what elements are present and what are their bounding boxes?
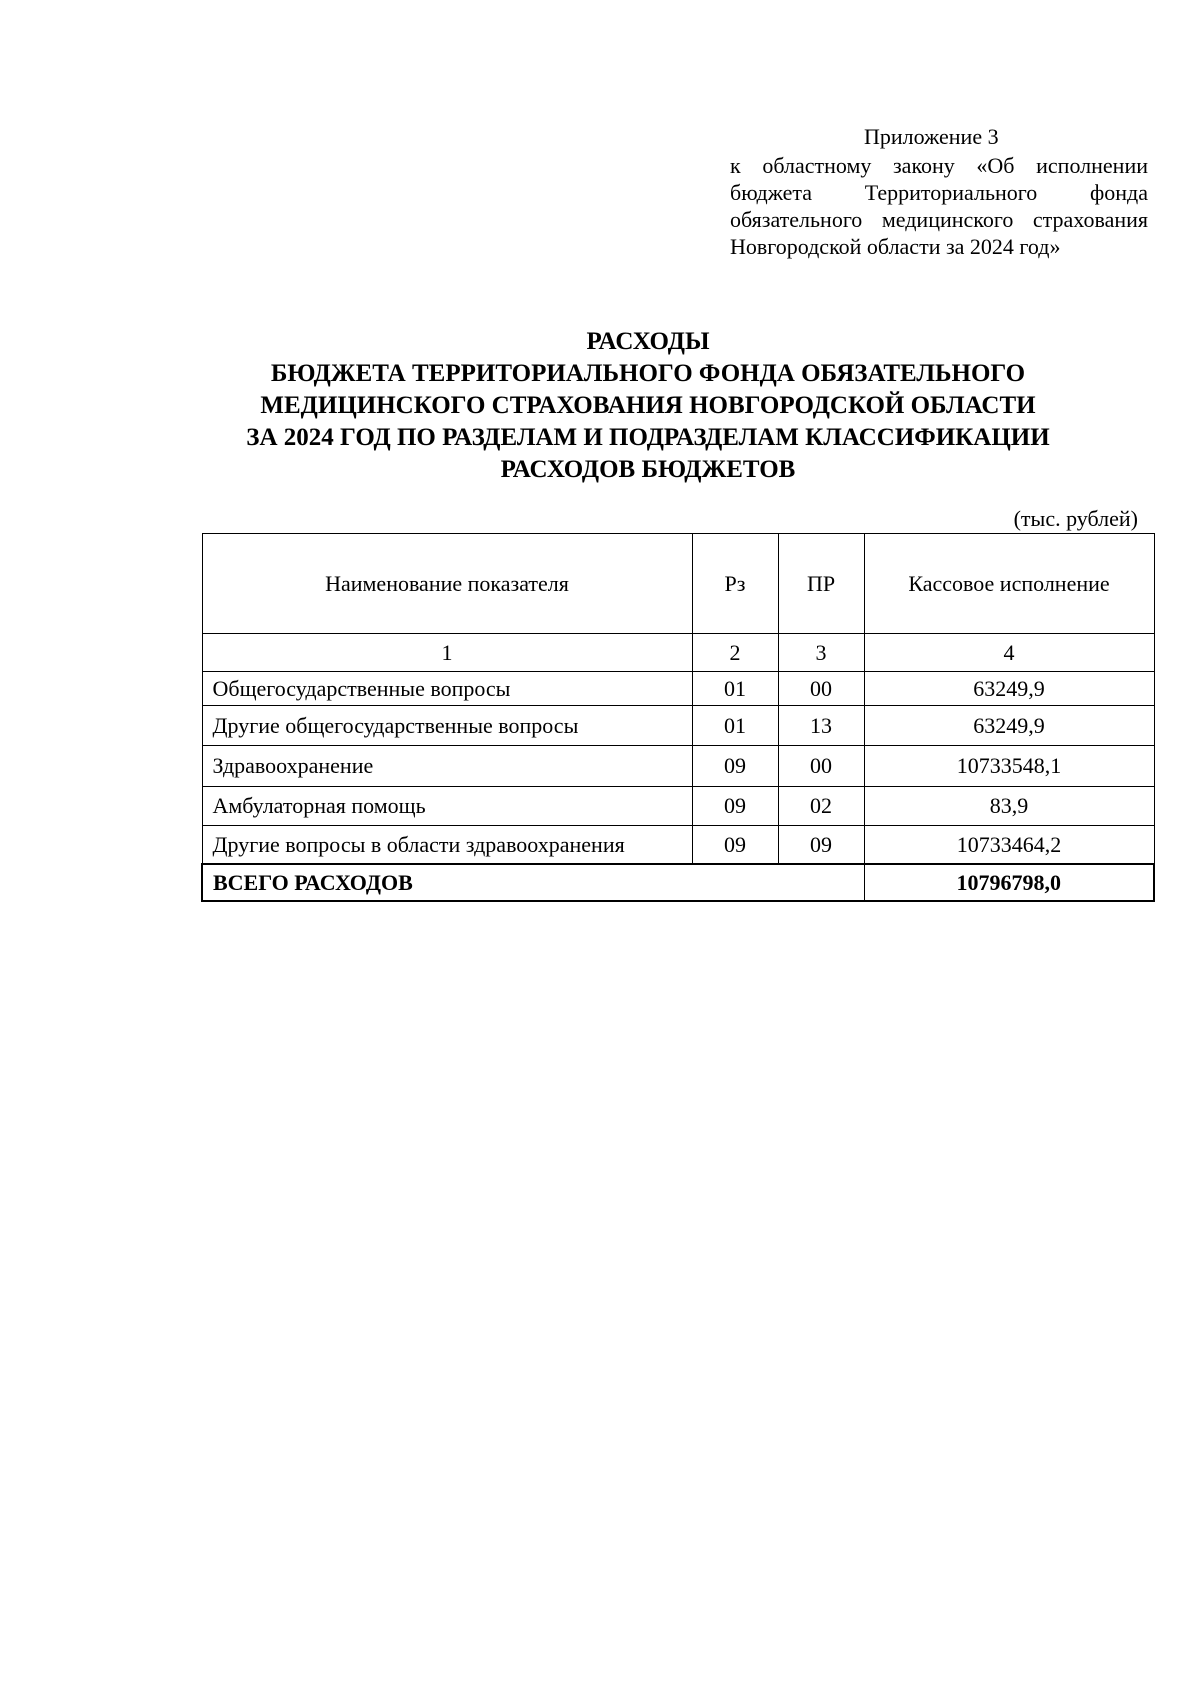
- row-name: Общегосударственные вопросы: [202, 672, 692, 706]
- header-amount: Кассовое исполнение: [864, 534, 1154, 634]
- row-rz: 09: [692, 826, 778, 865]
- row-pr: 13: [778, 706, 864, 746]
- row-name: Другие вопросы в области здравоохранения: [202, 826, 692, 865]
- document-title-line: РАСХОДОВ БЮДЖЕТОВ: [500, 456, 796, 483]
- row-amount: 83,9: [864, 787, 1154, 826]
- document-title: [70, 326, 1200, 486]
- row-amount: 63249,9: [864, 706, 1154, 746]
- column-number-row: [202, 634, 1154, 672]
- expenditure-table: [201, 533, 1155, 902]
- row-name: Здравоохранение: [202, 746, 692, 787]
- column-number: 4: [864, 634, 1154, 672]
- table-row: [202, 706, 1154, 746]
- total-label: ВСЕГО РАСХОДОВ: [202, 864, 864, 901]
- table-row: [202, 672, 1154, 706]
- appendix-title: Приложение 3: [864, 124, 999, 149]
- table-row: [202, 746, 1154, 787]
- row-amount: 63249,9: [864, 672, 1154, 706]
- row-rz: 09: [692, 746, 778, 787]
- row-rz: 01: [692, 672, 778, 706]
- row-name: Амбулаторная помощь: [202, 787, 692, 826]
- row-pr: 02: [778, 787, 864, 826]
- column-number: 3: [778, 634, 864, 672]
- document-title-line: РАСХОДЫ: [586, 328, 710, 355]
- row-name: Другие общегосударственные вопросы: [202, 706, 692, 746]
- document-title-line: МЕДИЦИНСКОГО СТРАХОВАНИЯ НОВГОРОДСКОЙ ОБЛАСТИ: [260, 392, 1036, 419]
- total-amount: 10796798,0: [864, 864, 1154, 901]
- document-title-line: ЗА 2024 ГОД ПО РАЗДЕЛАМ И ПОДРАЗДЕЛАМ КЛАССИФИКАЦИИ: [246, 424, 1050, 451]
- header-rz: Рз: [692, 534, 778, 634]
- column-number: 2: [692, 634, 778, 672]
- row-rz: 01: [692, 706, 778, 746]
- table-row: [202, 787, 1154, 826]
- row-amount: 10733464,2: [864, 826, 1154, 865]
- table-header-row: [202, 534, 1154, 634]
- column-number: 1: [202, 634, 692, 672]
- row-pr: 09: [778, 826, 864, 865]
- unit-label: (тыс. рублей): [1013, 506, 1138, 531]
- header-name: Наименование показателя: [202, 534, 692, 634]
- row-amount: 10733548,1: [864, 746, 1154, 787]
- appendix-text: к областному закону «Об исполнении бюджета Территориального фонда обязательного медицинского страхования Новгородской области за 2024 год»: [730, 153, 1148, 259]
- total-row: [202, 864, 1154, 901]
- row-pr: 00: [778, 746, 864, 787]
- table-row: [202, 826, 1154, 865]
- row-rz: 09: [692, 787, 778, 826]
- row-pr: 00: [778, 672, 864, 706]
- header-pr: ПР: [778, 534, 864, 634]
- document-title-line: БЮДЖЕТА ТЕРРИТОРИАЛЬНОГО ФОНДА ОБЯЗАТЕЛЬНОГО: [270, 360, 1026, 387]
